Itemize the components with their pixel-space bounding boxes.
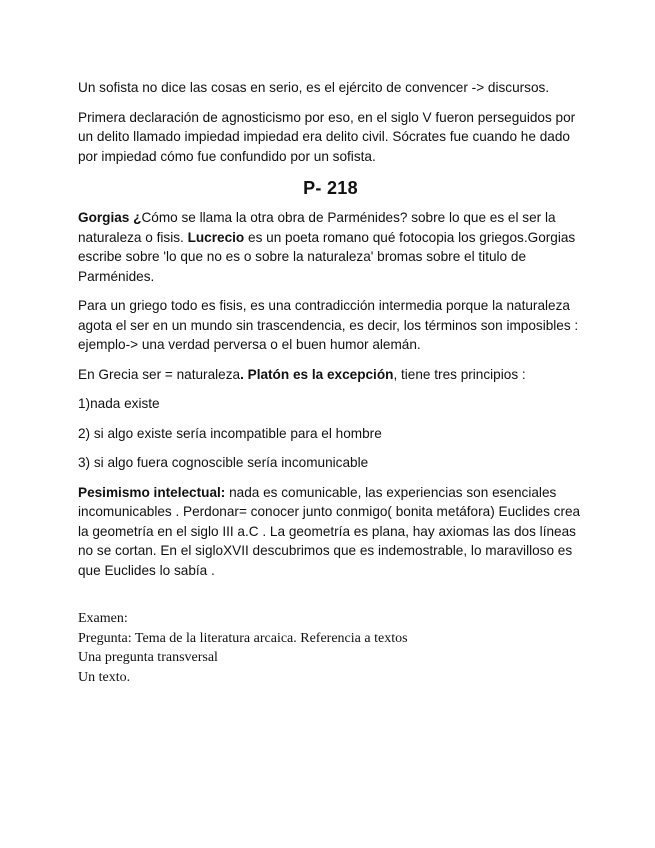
paragraph-sofista: Un sofista no dice las cosas en serio, es el ejército de convencer -> discursos. <box>78 80 550 95</box>
grecia-text-2: , tiene tres principios : <box>393 366 526 382</box>
principle-3: 3) si algo fuera cognoscible sería incomunicable <box>78 455 369 470</box>
document-body <box>78 78 583 687</box>
paragraph-pesimismo <box>78 483 583 581</box>
principle-2: 2) si algo existe sería incompatible para el hombre <box>78 425 382 441</box>
gorgias-bold: Gorgias ¿ <box>78 210 142 225</box>
paragraph-griego: Para un griego todo es fisis, es una contradicción intermedia porque la naturaleza agota el ser en un mundo sin trascendencia, es decir, los términos son imposibles : ejemplo-> una verdad perversa o el buen humor alemán. <box>78 298 579 352</box>
exam-question: Pregunta: Tema de la literatura arcaica. Referencia a textos <box>78 630 408 646</box>
exam-title: Examen: <box>78 611 128 626</box>
platon-bold: . Platón es la excepción <box>240 366 394 382</box>
exam-block <box>78 609 583 687</box>
exam-text: Un texto. <box>78 669 131 685</box>
pesimismo-text: nada es comunicable, las experiencias son esenciales incomunicables . Perdonar= conocer junto conmigo( bonita metáfora) Euclides crea la geometría en el siglo III a.C . La geometría es plana, hay axiomas las dos líneas no se cortan. En el sigloXVII descubrimos que es indemostrable, lo maravilloso es que Euclides lo sabía . <box>78 484 581 578</box>
paragraph-agnosticismo: Primera declaración de agnosticismo por eso, en el siglo V fueron perseguidos por un delito llamado impiedad impiedad era delito civil. Sócrates fue cuando he dado por impiedad cómo fue confundido por un sofista. <box>78 109 576 164</box>
paragraph-grecia <box>78 365 583 385</box>
grecia-text-1: En Grecia ser = naturaleza <box>78 366 241 382</box>
paragraph-gorgias <box>78 208 583 286</box>
principle-1: 1)nada existe <box>78 396 160 411</box>
lucrecio-bold: Lucrecio <box>187 229 245 245</box>
exam-transversal: Una pregunta transversal <box>78 650 218 665</box>
gorgias-text-1: Cómo se llama la otra obra de Parménides? sobre lo que es el ser la naturaleza o fisis. <box>78 210 556 245</box>
gorgias-text-2: es un poeta romano qué fotocopia los griegos.Gorgias escribe sobre 'lo que no es o sobre la naturaleza' bromas sobre el titulo de Parménides. <box>78 229 576 284</box>
section-heading: P- 218 <box>303 178 358 198</box>
pesimismo-bold: Pesimismo intelectual: <box>78 484 226 500</box>
